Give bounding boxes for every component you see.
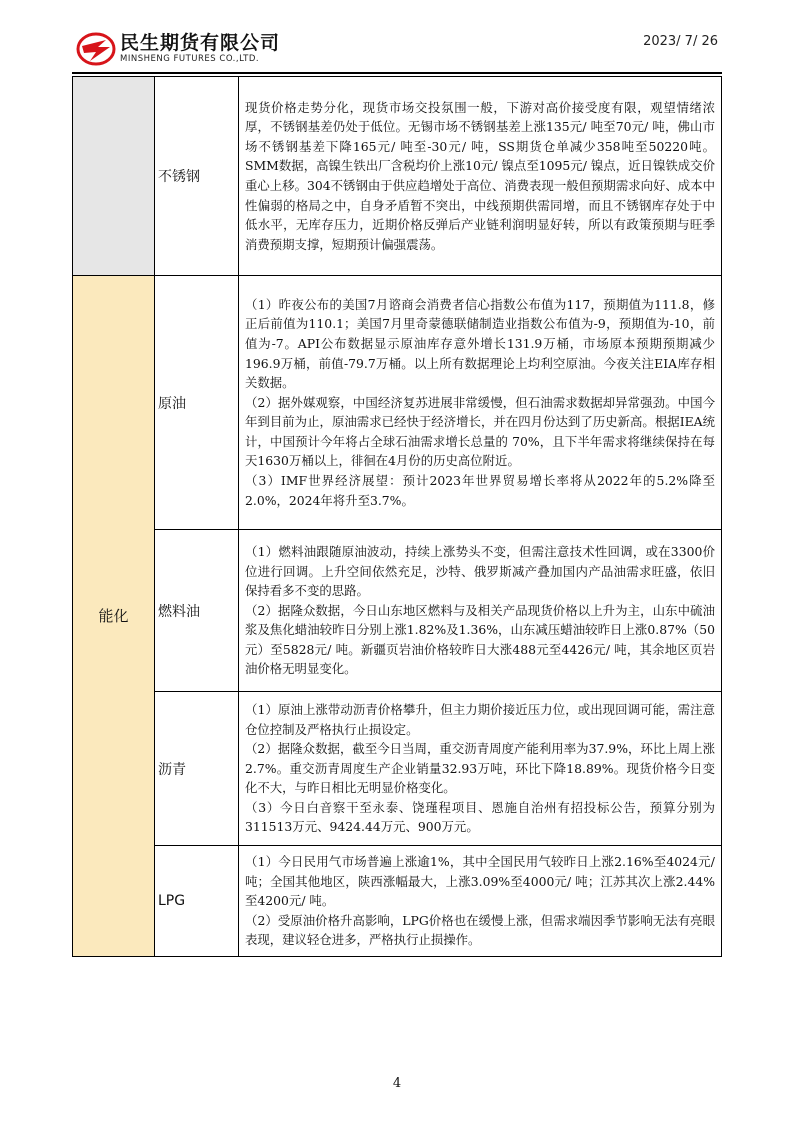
page-number: 4	[392, 1076, 402, 1091]
product-name: 原油	[155, 276, 239, 530]
commentary-cell	[239, 846, 722, 957]
table-row-lpg	[73, 846, 722, 957]
company-name-cn: 民生期货有限公司	[120, 32, 281, 54]
product-name: 不锈钢	[155, 77, 239, 276]
product-name: 沥青	[155, 692, 239, 846]
sector-cell-energy: 能化	[73, 276, 155, 957]
paragraph: （2）据隆众数据，截至今日当周，重交沥青周度产能利用率为37.9%，环比上周上涨2.7%。重交沥青周度生产企业销量32.93万吨，环比下降18.89%。现货价格今日变化不大，与昨日相比无明显价格变化。	[245, 741, 715, 796]
commentary-cell	[239, 77, 722, 276]
sector-cell-blank	[73, 77, 155, 276]
minsheng-logo-icon	[76, 28, 116, 68]
commentary-cell	[239, 530, 722, 692]
paragraph: （1）原油上涨带动沥青价格攀升，但主力期价接近压力位，或出现回调可能，需注意仓位控制及严格执行止损设定。	[245, 701, 715, 737]
table-row-stainless	[73, 77, 722, 276]
paragraph: （1）燃料油跟随原油波动，持续上涨势头不变，但需注意技术性回调，或在3300价位进行回调。上升空间依然充足，沙特、俄罗斯减产叠加国内产品油需求旺盛，依旧保持看多不变的思路。	[245, 543, 715, 599]
commodity-table	[72, 76, 722, 957]
commentary-cell	[239, 692, 722, 846]
paragraph: （2）据外媒观察，中国经济复苏进展非常缓慢，但石油需求数据却异常强劲。中国今年到目前为止，原油需求已经快于经济增长，并在四月份达到了历史新高。根据IEA统计，中国预计今年将占全球石油需求增长总量的 70%，且下半年需求将继续保持在每天1630万桶以上，徘徊在4月份的历史高位附近。	[245, 394, 715, 469]
page-header	[0, 0, 794, 72]
paragraph: （1）昨夜公布的美国7月谘商会消费者信心指数公布值为117，预期值为111.8，修正后前值为110.1；美国7月里奇蒙德联储制造业指数公布值为-9，预期值为-10，前值为-7。API公布数据显示原油库存意外增长131.9万桶，市场原本预期预期减少196.9万桶，前值-79.7万桶。以上所有数据理论上均利空原油。今夜关注EIA库存相关数据。	[245, 296, 715, 391]
product-name: 燃料油	[155, 530, 239, 692]
commentary-cell	[239, 276, 722, 530]
paragraph: 现货价格走势分化，现货市场交投氛围一般，下游对高价接受度有限，观望情绪浓厚，不锈钢基差仍处于低位。无锡市场不锈钢基差上涨135元/ 吨至70元/ 吨，佛山市场不锈钢基差下降165元/ 吨至-30元/ 吨，SS期货仓单减少358吨至50220吨。SMM数据，高镍生铁出厂含税均价上涨10元/ 镍点至1095元/ 镍点，近日镍铁成交价重心上移。304不锈钢由于供应趋增处于高位、消费表现一般但预期需求向好、成本中性偏弱的格局之中，自身矛盾暂不突出，中线预期供需同增，而且不锈钢库存处于中低水平，无库存压力，近期价格反弹后产业链利润明显好转，所以有政策预期与旺季消费预期支撑，短期预计偏强震荡。	[245, 99, 715, 252]
paragraph: （2）受原油价格升高影响，LPG价格也在缓慢上涨，但需求端因季节影响无法有亮眼表现，建议轻仓进多，严格执行止损操作。	[245, 912, 715, 948]
paragraph: （3）今日白音察干至永泰、饶瑾程项目、恩施自治州有招投标公告，预算分别为311513万元、9424.44万元、900万元。	[245, 799, 715, 835]
table-row-asphalt	[73, 692, 722, 846]
table-row-fuel	[73, 530, 722, 692]
header-divider	[72, 72, 722, 74]
paragraph: （1）今日民用气市场普遍上涨逾1%，其中全国民用气较昨日上涨2.16%至4024元/ 吨；全国其他地区，陕西涨幅最大，上涨3.09%至4000元/ 吨；江苏其次上涨2.44%至4200元/ 吨。	[245, 854, 715, 909]
paragraph: （3）IMF世界经济展望：预计2023年世界贸易增长率将从2022年的5.2%降至2.0%，2024年将升至3.7%。	[245, 473, 715, 508]
company-name-en: MINSHENG FUTURES CO.,LTD.	[120, 54, 260, 64]
table-row-crude	[73, 276, 722, 530]
paragraph: （2）据隆众数据，今日山东地区燃料与及相关产品现货价格以上升为主，山东中硫油浆及焦化蜡油较昨日分别上涨1.82%及1.36%，山东减压蜡油较昨日上涨0.87%（50元）至5828元/ 吨。新疆页岩油价格较昨日大涨488元至4426元/ 吨，其余地区页岩油价格无明显变化。	[245, 602, 715, 677]
report-date: 2023/ 7/ 26	[643, 34, 718, 49]
product-name: LPG	[155, 846, 239, 957]
